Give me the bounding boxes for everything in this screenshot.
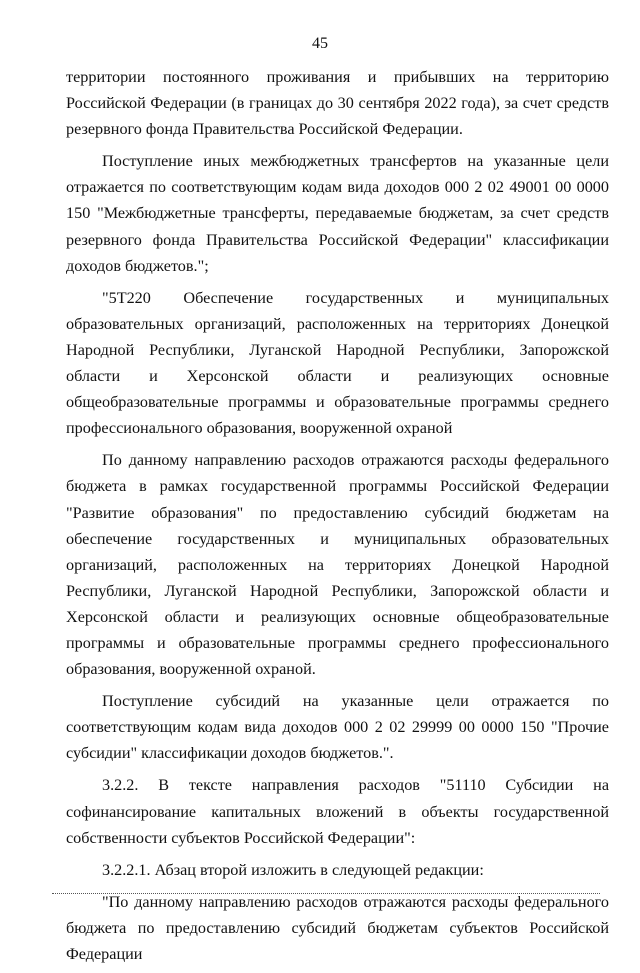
document-body bbox=[66, 64, 609, 973]
paragraph-3-2-2: 3.2.2. В тексте направления расходов "51110 Субсидии на софинансирование капитальных вложений в объекты государственной собственности субъектов Российской Федерации": bbox=[66, 776, 609, 847]
paragraph-continuation: территории постоянного проживания и прибывших на территорию Российской Федерации (в границах до 30 сентября 2022 года), за счет средств резервного фонда Правительства Российской Федерации. bbox=[66, 68, 609, 139]
paragraph-subsidies-income: Поступление субсидий на указанные цели отражается по соответствующим кодам вида доходов 000 2 02 29999 00 0000 150 "Прочие субсидии" классификации доходов бюджетов.". bbox=[66, 692, 609, 763]
paragraph-new-wording: "По данному направлению расходов отражаются расходы федерального бюджета по предоставлению субсидий бюджетам субъектов Российской Федерации bbox=[66, 892, 609, 963]
paragraph-3-2-2-1: 3.2.2.1. Абзац второй изложить в следующей редакции: bbox=[102, 860, 484, 879]
bottom-divider bbox=[52, 893, 600, 894]
paragraph-5t220-heading: "5Т220 Обеспечение государственных и муниципальных образовательных организаций, расположенных на территориях Донецкой Народной Республики, Луганской Народной Республики, Запорожской области и Херсонской области и реализующих основные общеобразовательные программы и образовательные программы среднего профессионального образования, вооруженной охраной bbox=[66, 288, 609, 438]
page-number: 45 bbox=[312, 35, 328, 52]
paragraph-5t220-description: По данному направлению расходов отражаются расходы федерального бюджета в рамках государственной программы Российской Федерации "Развитие образования" по предоставлению субсидий бюджетам на обеспечение государственных и муниципальных образовательных организаций, расположенных на территориях Донецкой Народной Республики, Луганской Народной Республики, Запорожской области и Херсонской области и реализующих основные общеобразовательные программы и образовательные программы среднего профессионального образования, вооруженной охраной. bbox=[66, 451, 609, 679]
paragraph-transfers-income: Поступление иных межбюджетных трансфертов на указанные цели отражается по соответствующим кодам вида доходов 000 2 02 49001 00 0000 150 "Межбюджетные трансферты, передаваемые бюджетам, за счет средств резервного фонда Правительства Российской Федерации" классификации доходов бюджетов."; bbox=[66, 152, 609, 275]
